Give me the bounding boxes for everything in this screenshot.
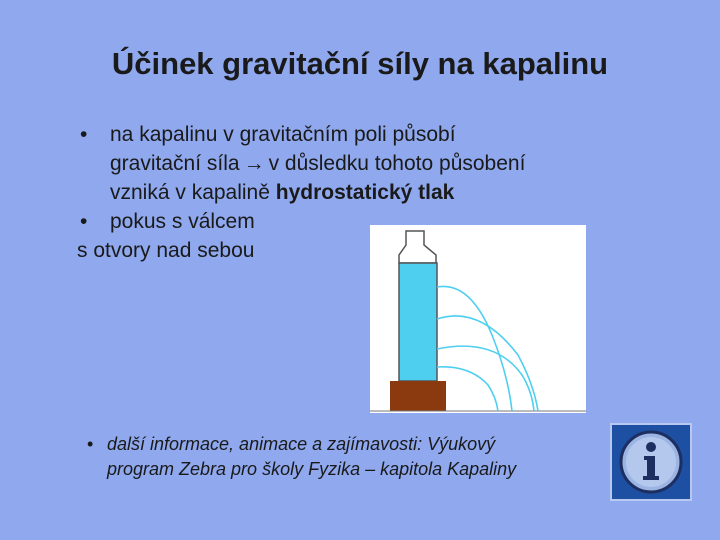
bullet-1-line-2a: gravitační síla (110, 152, 240, 175)
more-info-line-1: další informace, animace a zajímavosti: Výukový (107, 434, 496, 454)
bullet-1-line-2 (80, 149, 640, 178)
bullet-1-line-3 (80, 178, 640, 207)
bullet-marker: • (80, 123, 88, 146)
bullet-marker: • (87, 434, 94, 454)
more-info-line-2: program Zebra pro školy Fyzika – kapitola Kapaliny (107, 459, 517, 479)
more-info-note (87, 432, 607, 482)
bullet-item-3 (87, 432, 607, 482)
info-icon (618, 429, 684, 495)
liquid-cylinder (399, 263, 437, 381)
bullet-marker: • (80, 210, 88, 233)
bullet-1-line-3a: vzniká v kapalině (110, 181, 276, 204)
bullet-2-line-1: pokus s válcem (110, 210, 255, 233)
bullet-1-line-1: na kapalinu v gravitačním poli působí (110, 123, 456, 146)
hydrostatic-pressure-term: hydrostatický tlak (275, 181, 455, 204)
bullet-item-1 (80, 120, 640, 207)
info-button[interactable] (610, 423, 692, 501)
bullet-1-line-2b: v důsledku tohoto působení (268, 152, 526, 175)
cylinder-base (390, 381, 446, 411)
bullet-2-line-2: s otvory nad sebou (77, 239, 255, 262)
arrow-icon: → (243, 152, 265, 175)
cylinder-experiment-illustration (370, 225, 586, 413)
slide-title: Účinek gravitační síly na kapalinu (111, 46, 609, 81)
info-icon-dot (646, 442, 656, 452)
